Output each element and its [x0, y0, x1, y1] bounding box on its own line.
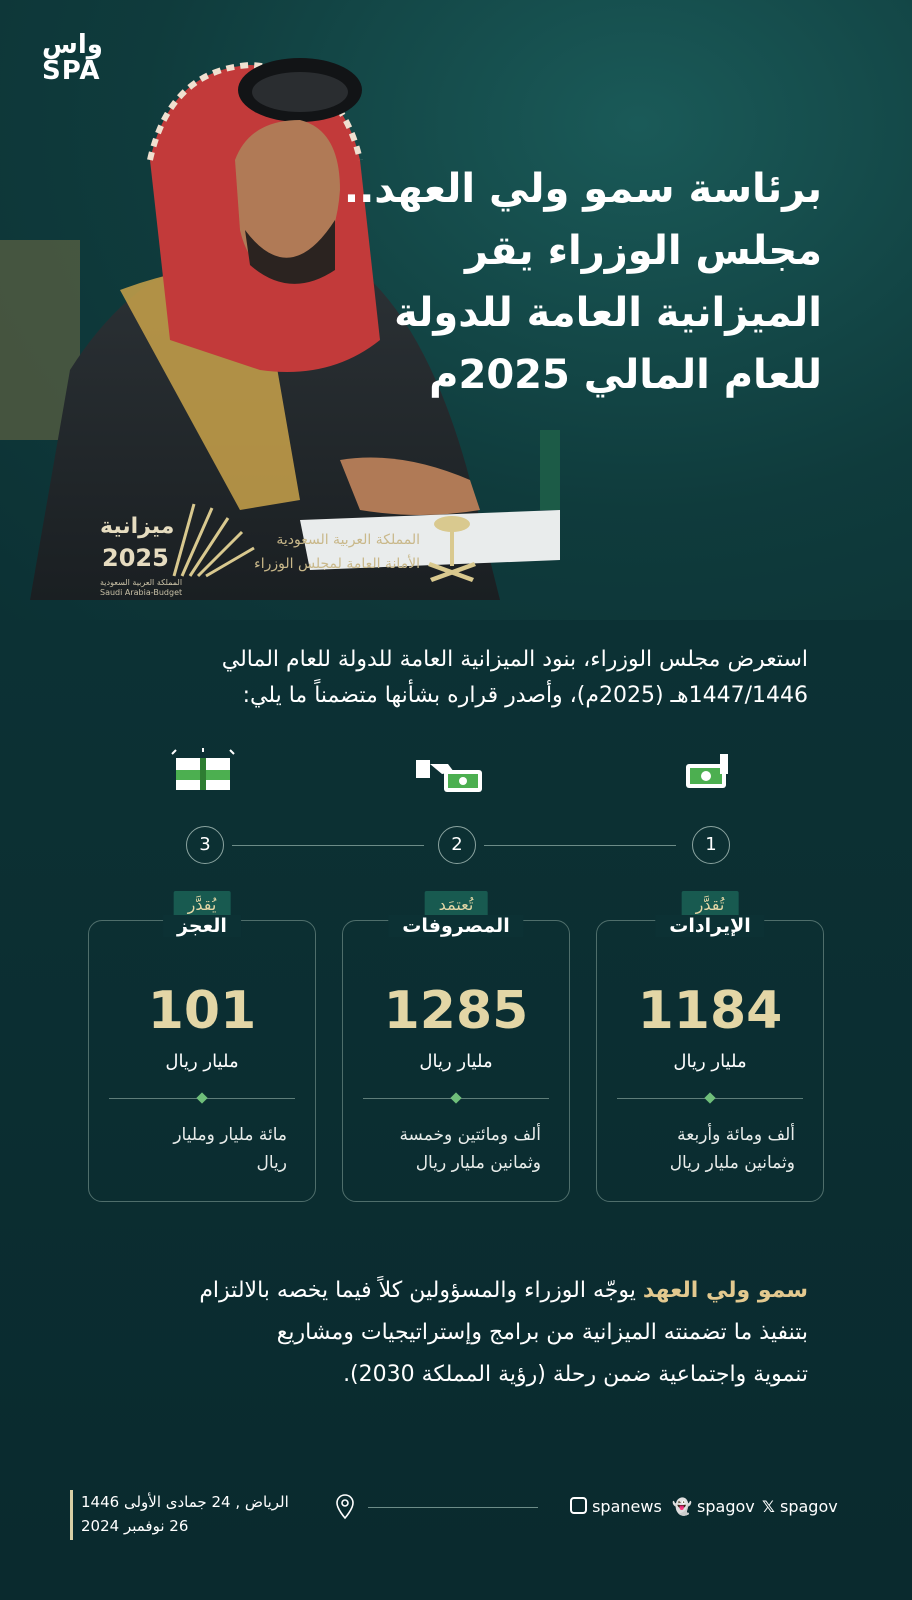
intro-line-2: 1447/1446هـ (2025م)، وأصدر قراره بشأنها متضمناً ما يلي:	[242, 683, 808, 708]
revenue-words-line-2: وثمانين مليار ريال	[669, 1153, 795, 1173]
snapchat-handle: spagov	[697, 1497, 755, 1516]
revenue-card	[596, 895, 824, 1202]
budget-word: ميزانية	[100, 514, 175, 539]
closing-line-1-text: يوجّه الوزراء والمسؤولين كلاً فيما يخصه بالالتزام	[199, 1278, 643, 1303]
deficit-unit: مليار ريال	[165, 1051, 239, 1072]
headline	[342, 158, 822, 406]
revenue-words-line-1: ألف ومائة وأربعة	[677, 1125, 795, 1145]
expenditure-words-line-1: ألف ومائتين وخمسة	[399, 1125, 541, 1145]
step-2: 2	[438, 826, 476, 864]
revenue-in-words	[615, 1121, 795, 1177]
closing-line-1	[96, 1270, 808, 1312]
headline-line-1: برئاسة سمو ولي العهد..	[343, 166, 822, 212]
deficit-in-words	[107, 1121, 287, 1177]
intro-line-1: استعرض مجلس الوزراء، بنود الميزانية العامة للدولة للعام المالي	[221, 647, 808, 672]
expenditure-title: المصروفات	[388, 915, 523, 937]
location-pin-icon	[336, 1494, 354, 1520]
revenue-divider-dot	[704, 1092, 715, 1103]
footer-date-gregorian: 26 نوفمبر 2024	[81, 1517, 189, 1535]
revenue-value: 1184	[637, 981, 783, 1041]
deficit-title: العجز	[163, 915, 241, 937]
deficit-divider-dot	[196, 1092, 207, 1103]
budget-year: 2025	[102, 544, 169, 572]
instagram-icon	[570, 1497, 587, 1514]
headline-line-2: مجلس الوزراء يقر	[464, 228, 822, 274]
deficit-value: 101	[147, 981, 257, 1041]
palm-swords-emblem-icon	[426, 512, 478, 586]
revenue-unit: مليار ريال	[673, 1051, 747, 1072]
cabinet-logo	[254, 510, 480, 590]
budget-sub-en: Saudi Arabia-Budget	[100, 588, 183, 597]
payment-transfer-icon	[414, 756, 486, 798]
headline-line-3: الميزانية العامة للدولة	[394, 290, 822, 336]
footer-divider	[368, 1507, 538, 1508]
revenue-title: الإيرادات	[655, 915, 764, 937]
intro-paragraph	[96, 642, 808, 714]
closing-accent: سمو ولي العهد	[642, 1278, 808, 1303]
snapchat-link[interactable]	[672, 1497, 755, 1516]
money-stack-icon	[170, 748, 236, 800]
spa-logo-arabic: واس	[42, 30, 103, 60]
headline-line-4: للعام المالي 2025م	[429, 352, 822, 398]
budget-2025-logo	[100, 500, 265, 596]
footer-date	[70, 1490, 321, 1540]
instagram-link[interactable]	[570, 1497, 662, 1516]
expenditure-words-line-2: وثمانين مليار ريال	[415, 1153, 541, 1173]
x-handle: spagov	[779, 1497, 838, 1516]
cabinet-logo-line-2: الأمانة العامة لمجلس الوزراء	[254, 556, 420, 572]
budget-sub-ar: المملكة العربية السعودية	[100, 578, 183, 587]
cash-hand-icon	[682, 752, 732, 798]
footer-date-hijri: الرياض , 24 جمادى الأولى 1446	[81, 1493, 289, 1511]
expenditure-divider-dot	[450, 1092, 461, 1103]
deficit-tag: يُقدَّر	[174, 891, 231, 918]
social-links	[570, 1497, 850, 1523]
expenditure-unit: مليار ريال	[419, 1051, 493, 1072]
step-1: 1	[692, 826, 730, 864]
instagram-handle: spanews	[592, 1497, 662, 1516]
expenditure-tag: تُعتمَد	[425, 891, 488, 918]
expenditure-in-words	[361, 1121, 541, 1177]
deficit-words-line-2: ريال	[256, 1153, 287, 1173]
expenditure-card	[342, 895, 570, 1202]
step-3: 3	[186, 826, 224, 864]
x-icon: 𝕏	[762, 1497, 775, 1516]
spa-logo	[42, 32, 112, 84]
spa-logo-latin: SPA	[42, 56, 101, 86]
budget-rays-icon	[164, 500, 264, 580]
snapchat-icon: 👻	[672, 1497, 692, 1516]
revenue-tag: تُقدَّر	[682, 891, 739, 918]
closing-paragraph	[96, 1270, 808, 1396]
deficit-card	[88, 895, 316, 1202]
closing-line-2: بتنفيذ ما تضمنته الميزانية من برامج وإستراتيجيات ومشاريع	[276, 1320, 808, 1345]
cabinet-logo-line-1: المملكة العربية السعودية	[276, 532, 420, 548]
x-link[interactable]	[762, 1497, 838, 1516]
closing-line-3: تنموية واجتماعية ضمن رحلة (رؤية المملكة 2030).	[343, 1362, 808, 1387]
deficit-words-line-1: مائة مليار ومليار	[173, 1125, 287, 1145]
step-connector-1-2	[484, 845, 676, 846]
expenditure-value: 1285	[383, 981, 529, 1041]
step-connector-2-3	[232, 845, 424, 846]
